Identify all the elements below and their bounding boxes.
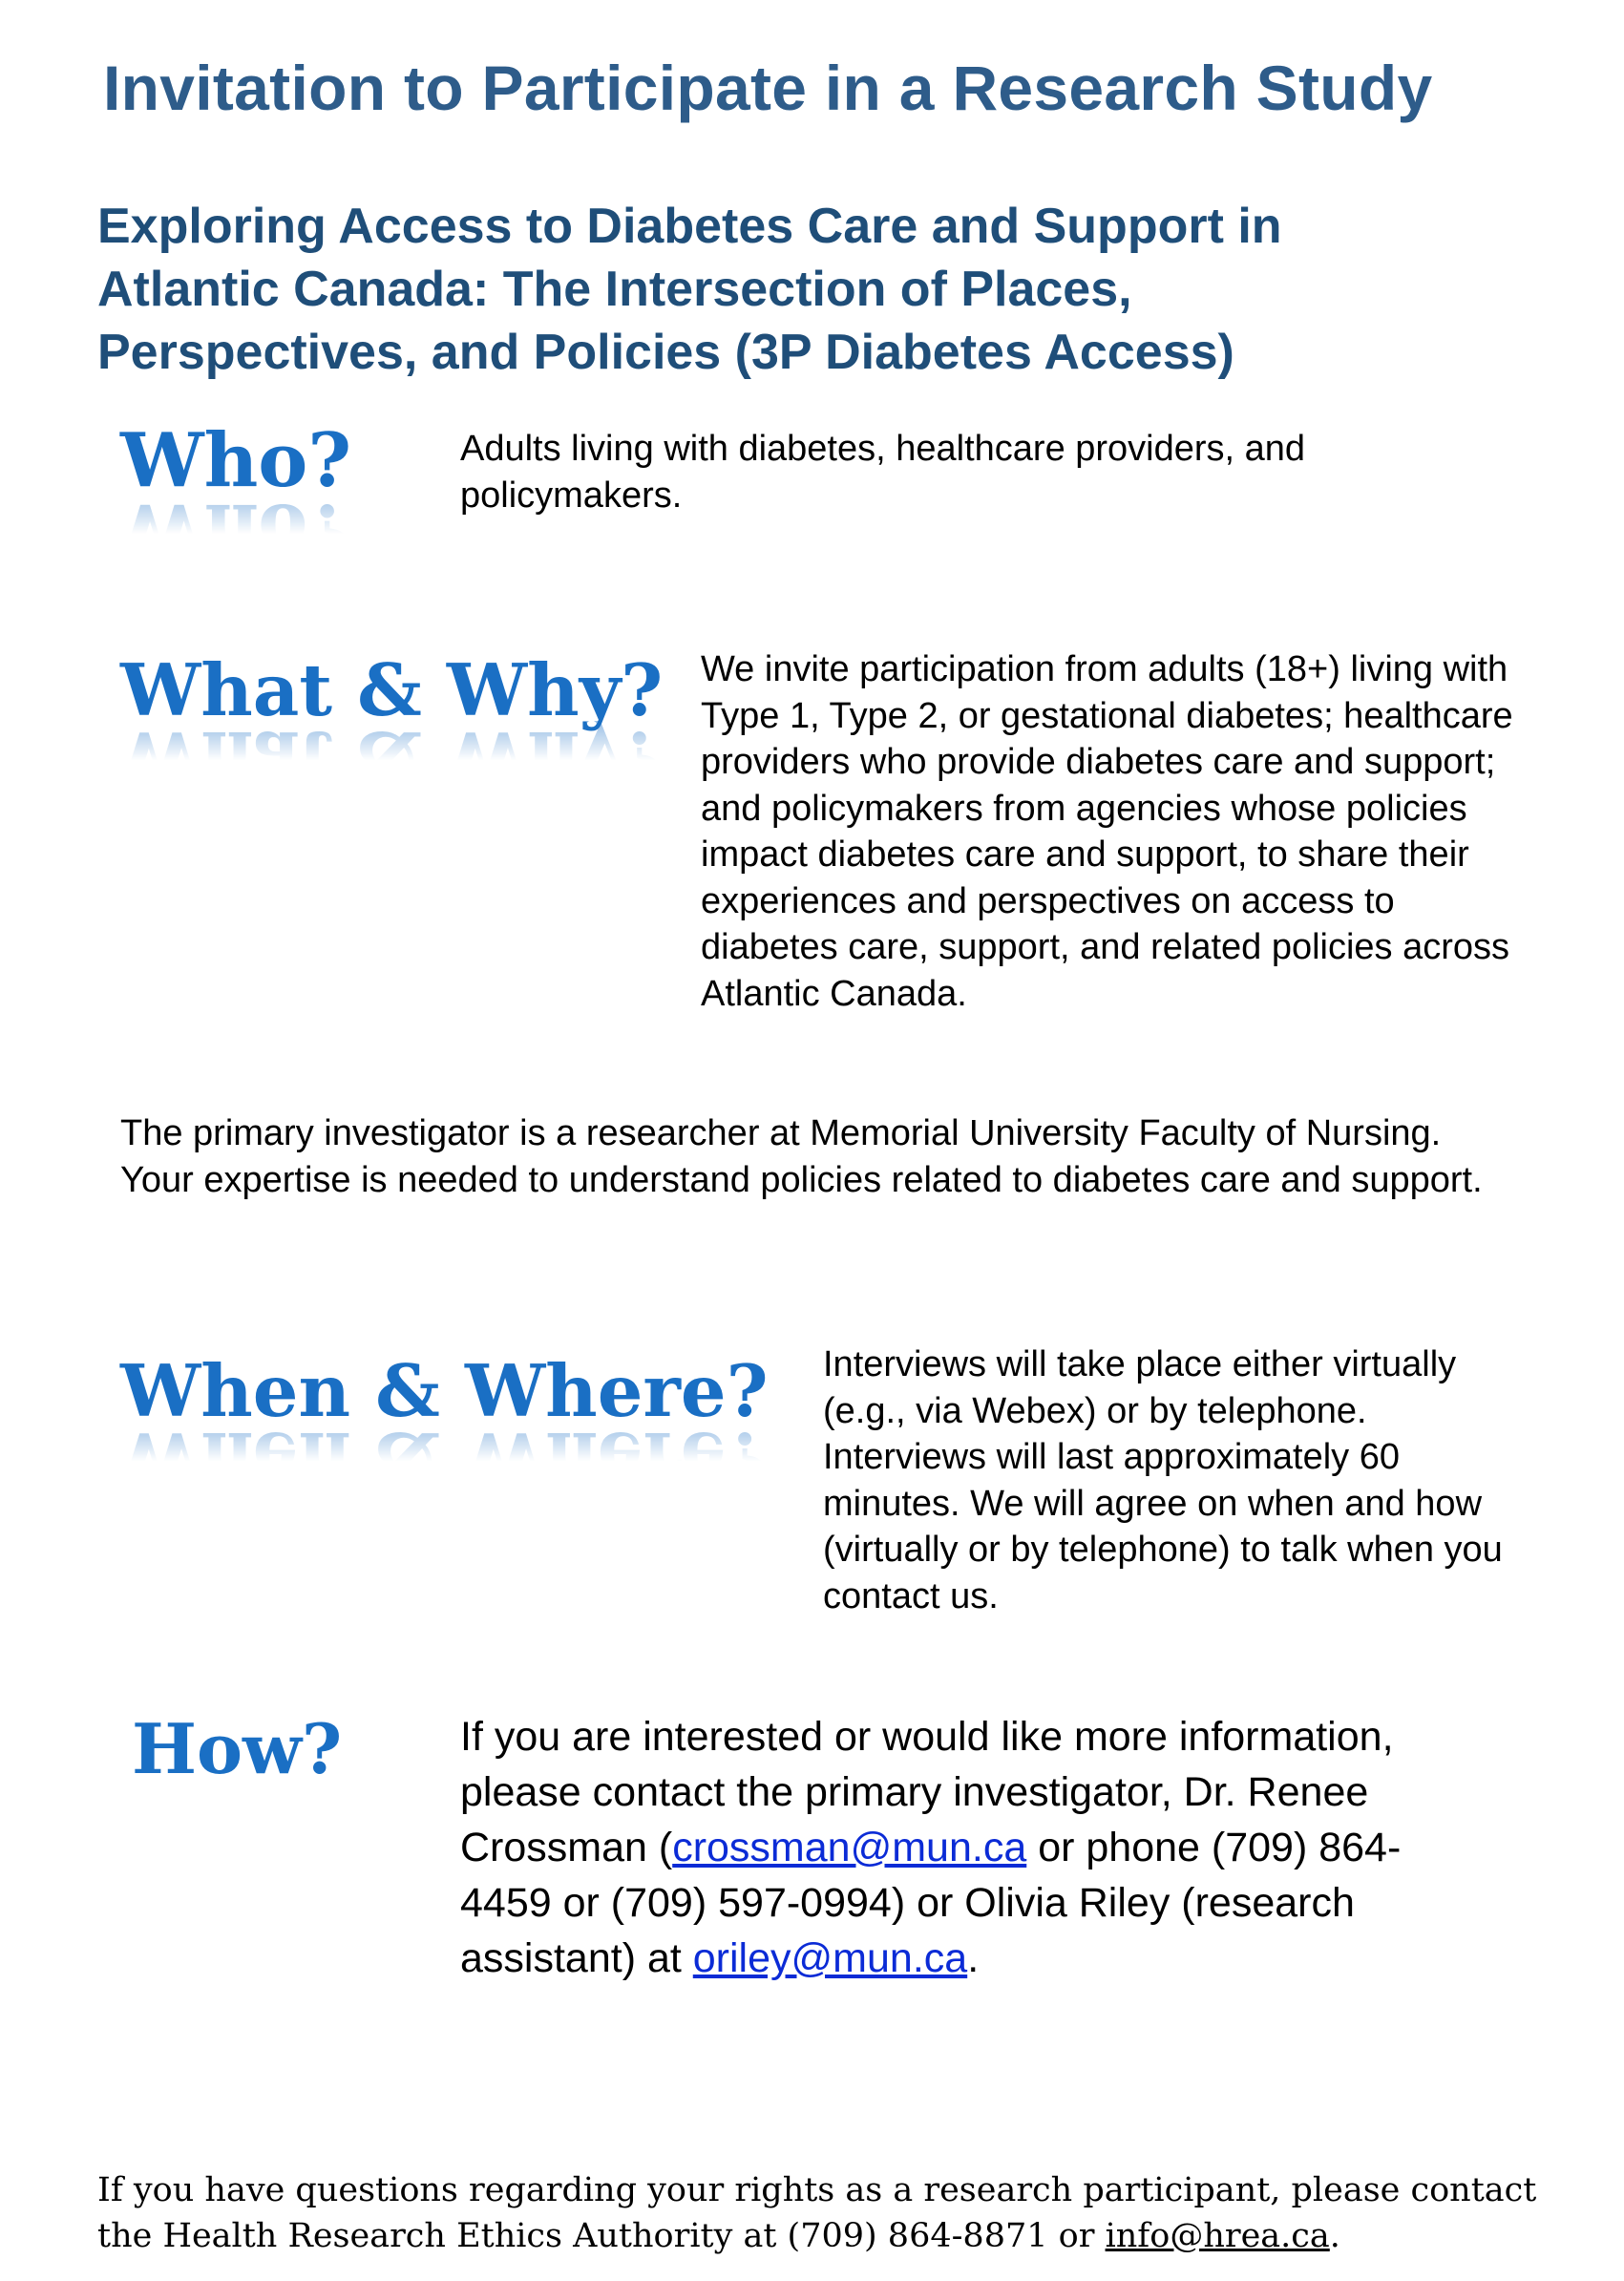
page-title: Invitation to Participate in a Research Study [103,53,1433,123]
how-text-part-2: or phone (709) 864-4459 or (709) 597-0994) or Olivia Riley (research assistant) at [460,1825,1402,1981]
assistant-email-link[interactable]: oriley@mun.ca [692,1935,968,1981]
when-where-description: Interviews will take place either virtually (e.g., via Webex) or by telephone. Interviews will last approximately 60 minutes. We will agree on when and how (virtually or by telephone) to talk when you contact us. [823,1344,1503,1616]
how-heading: How? [132,1708,343,1789]
investigator-email-link[interactable]: crossman@mun.ca [672,1825,1027,1870]
investigator-paragraph: The primary investigator is a researcher at Memorial University Faculty of Nursing. Your expertise is needed to understand policies related to diabetes care and support. [120,1113,1483,1200]
when-where-heading: When & Where? [120,1349,769,1433]
who-heading: Who? [120,417,352,504]
who-description: Adults living with diabetes, healthcare providers, and policymakers. [460,429,1306,516]
ethics-footer-end: . [1329,2217,1340,2255]
how-text-part-1: If you are interested or would like more information, please contact the primary investigator, Dr. Renee Crossman ( [460,1714,1394,1870]
subtitle-line-3: Perspectives, and Policies (3P Diabetes Access) [97,325,1234,380]
how-description [460,1709,1491,1986]
how-text-part-3: . [967,1935,980,1981]
ethics-footer-text: If you have questions regarding your rights as a research participant, please contact the Health Research Ethics Authority at (709) 864-8871 or [97,2171,1537,2255]
what-why-description: We invite participation from adults (18+) living with Type 1, Type 2, or gestational diabetes; healthcare providers who provide diabetes care and support; and policymakers from agencies whose policies impact diabetes care and support, to share their experiences and perspectives on access to diabetes care, support, and related policies across Atlantic Canada. [701,649,1513,1014]
study-subtitle [97,195,1434,384]
what-why-heading: What & Why? [120,648,664,732]
hrea-email-link[interactable]: info@hrea.ca [1105,2217,1330,2255]
subtitle-line-2: Atlantic Canada: The Intersection of Places, [97,262,1132,317]
ethics-footer [97,2167,1587,2259]
subtitle-line-1: Exploring Access to Diabetes Care and Support in [97,199,1282,254]
